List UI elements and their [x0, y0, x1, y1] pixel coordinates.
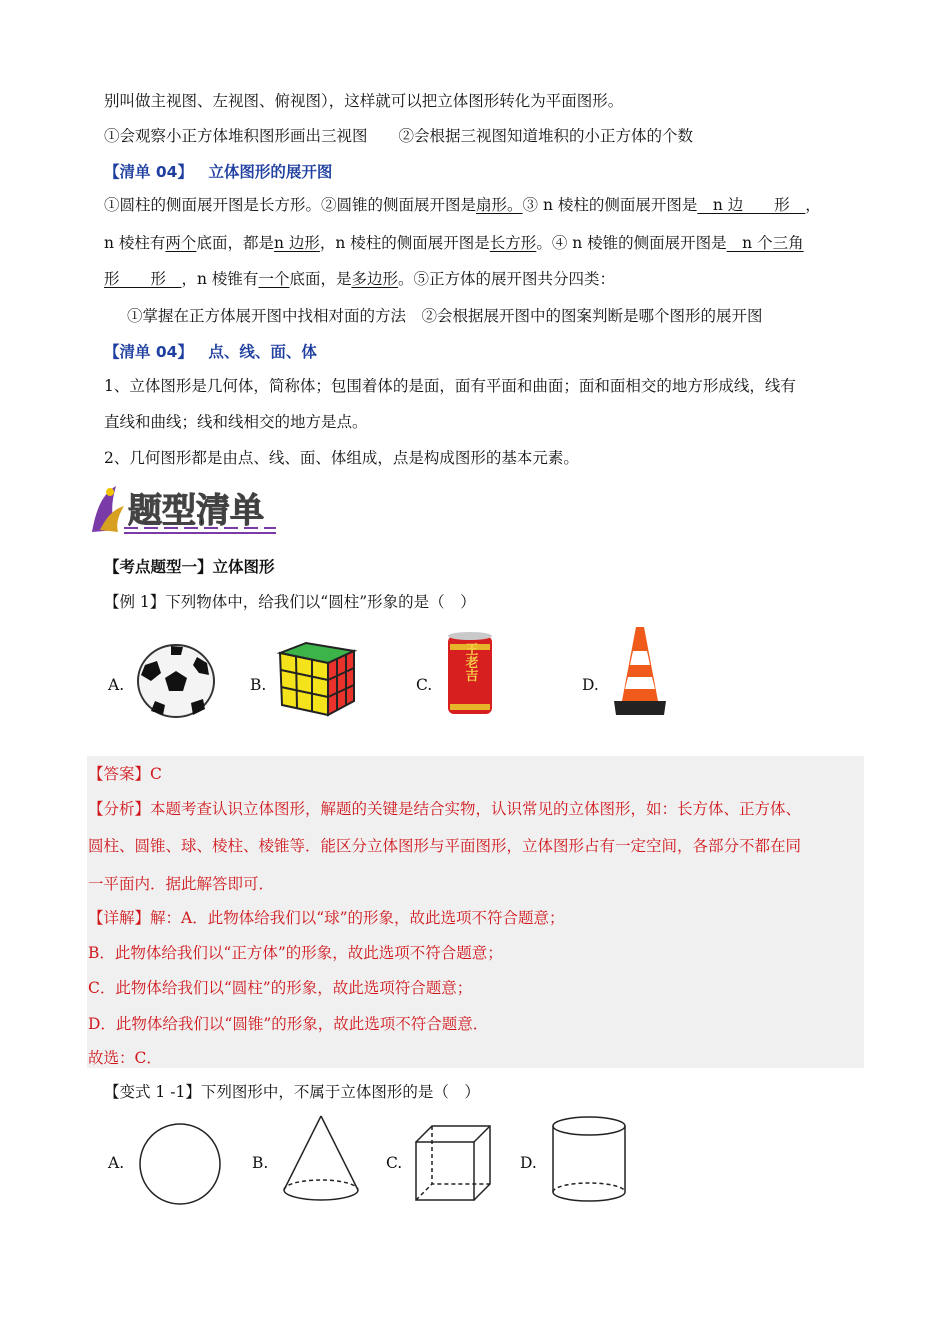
- analysis-line-1: 【分析】本题考查认识立体图形，解题的关键是结合实物，认识常见的立体图形，如：长方体、正方体、: [88, 800, 802, 818]
- option-b-label: B.: [250, 676, 267, 694]
- plpv-line-1: 1、立体图形是几何体，简称体；包围着体的是面，面有平面和曲面；面和面相交的地方形成线，线有: [104, 377, 796, 395]
- detail-line-1: 【详解】解：A．此物体给我们以“球”的形象，故此选项不符合题意；: [88, 909, 565, 927]
- intro-line-1: 别叫做主视图、左视图、俯视图），这样就可以把立体图形转化为平面图形。: [104, 92, 624, 110]
- soccer-ball-image: [135, 643, 217, 719]
- variant-option-c-label: C.: [386, 1154, 403, 1172]
- variant-option-a-label: A.: [108, 1154, 125, 1172]
- conclusion-line: 故选：C．: [88, 1049, 162, 1067]
- detail-line-4: D．此物体给我们以“圆锥”的形象，故此选项不符合题意．: [88, 1015, 489, 1033]
- section-heading-point-line: [104, 340, 317, 362]
- circle-figure: [138, 1122, 222, 1206]
- plpv-line-3: 2、几何图形都是由点、线、面、体组成，点是构成图形的基本元素。: [104, 449, 579, 467]
- section-label: 【清单 04】: [104, 343, 193, 361]
- detail-line-3: C．此物体给我们以“圆柱”的形象，故此选项符合题意；: [88, 979, 473, 997]
- cylinder-figure: [548, 1114, 630, 1206]
- rubiks-cube-image: [276, 639, 358, 719]
- variant1-question: 【变式 1 -1】下列图形中，不属于立体图形的是（ ）: [104, 1083, 480, 1101]
- type1-title: 【考点题型一】立体图形: [104, 558, 275, 576]
- intro-line-2: ①会观察小正方体堆积图形画出三视图 ②会根据三视图知道堆积的小正方体的个数: [104, 127, 694, 145]
- section-title: 点、线、面、体: [208, 343, 317, 361]
- option-c-label: C.: [416, 676, 433, 694]
- cube-figure: [412, 1122, 494, 1206]
- variant-option-d-label: D.: [520, 1154, 537, 1172]
- unfold-paragraph-line-2: n 棱柱有两个底面，都是n 边形，n 棱柱的侧面展开图是长方形。④ n 棱锥的侧面展开图是 n 个三角: [104, 234, 804, 252]
- variant-option-b-label: B.: [252, 1154, 269, 1172]
- answer-line: 【答案】C: [88, 765, 162, 783]
- section-heading-unfolding: [104, 160, 332, 182]
- can-label: 王老吉: [462, 642, 478, 682]
- unfold-paragraph-line-4: ①掌握在正方体展开图中找相对面的方法 ②会根据展开图中的图案判断是哪个图形的展开图: [127, 307, 763, 325]
- example1-question: 【例 1】下列物体中，给我们以“圆柱”形象的是（ ）: [104, 593, 476, 611]
- traffic-cone-image: [612, 625, 668, 717]
- unfold-paragraph-line-1: ①圆柱的侧面展开图是长方形。②圆锥的侧面展开图是扇形。③ n 棱柱的侧面展开图是 n 边 形 ，: [104, 196, 821, 214]
- cone-figure: [280, 1114, 362, 1206]
- analysis-line-2: 圆柱、圆锥、球、棱柱、棱锥等．能区分立体图形与平面图形，立体图形占有一定空间，各部分不都在同: [88, 837, 802, 855]
- plpv-line-2: 直线和曲线；线和线相交的地方是点。: [104, 413, 368, 431]
- section-title: 立体图形的展开图: [208, 163, 333, 181]
- section-label: 【清单 04】: [104, 163, 193, 181]
- can-image: [444, 630, 496, 718]
- unfold-paragraph-line-3: 形 形 ，n 棱锥有一个底面，是多边形。⑤正方体的展开图共分四类：: [104, 270, 615, 288]
- banner-logo: [86, 480, 286, 540]
- option-a-label: A.: [108, 676, 125, 694]
- detail-line-2: B．此物体给我们以“正方体”的形象，故此选项不符合题意；: [88, 944, 503, 962]
- banner-title: 题型清单: [128, 491, 264, 531]
- option-d-label: D.: [582, 676, 599, 694]
- analysis-line-3: 一平面内．据此解答即可．: [88, 875, 275, 893]
